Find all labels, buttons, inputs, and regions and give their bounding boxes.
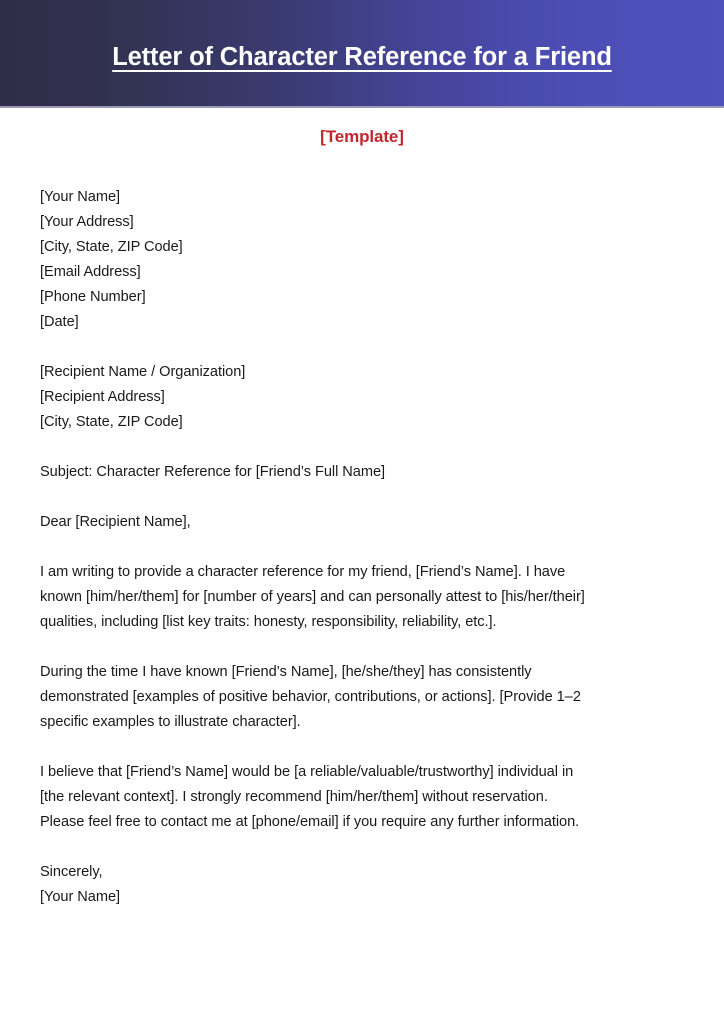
subject-line: Subject: Character Reference for [Friend’s Full Name]	[40, 464, 386, 480]
subject-block	[40, 460, 684, 485]
salutation-line: Dear [Recipient Name],	[40, 514, 191, 530]
sender-line: [Email Address]	[40, 264, 141, 280]
subtitle-container	[0, 127, 724, 147]
sender-line: [Date]	[40, 314, 79, 330]
paragraph-1	[40, 560, 684, 635]
paragraph-3	[40, 760, 684, 835]
header-banner	[0, 0, 724, 108]
sender-line: [City, State, ZIP Code]	[40, 239, 183, 255]
paragraph-2-line: demonstrated [examples of positive behavior, contributions, or actions]. [Provide 1–2	[40, 689, 581, 705]
paragraph-2-line: During the time I have known [Friend’s Name], [he/she/they] has consistently	[40, 664, 532, 680]
salutation-block	[40, 510, 684, 535]
sender-line: [Your Name]	[40, 189, 121, 205]
closing-block	[40, 860, 684, 910]
paragraph-2-line: specific examples to illustrate character].	[40, 714, 301, 730]
signature-name: [Your Name]	[40, 889, 121, 905]
sender-line: [Phone Number]	[40, 289, 146, 305]
closing-line: Sincerely,	[40, 864, 103, 880]
recipient-line: [Recipient Address]	[40, 389, 165, 405]
recipient-line: [City, State, ZIP Code]	[40, 414, 183, 430]
paragraph-1-line: I am writing to provide a character reference for my friend, [Friend’s Name]. I have	[40, 564, 566, 580]
paragraph-3-line: [the relevant context]. I strongly recommend [him/her/them] without reservation.	[40, 789, 548, 805]
paragraph-1-line: qualities, including [list key traits: honesty, responsibility, reliability, etc.].	[40, 614, 497, 630]
paragraph-3-line: I believe that [Friend’s Name] would be [a reliable/valuable/trustworthy] individual in	[40, 764, 574, 780]
page-title: Letter of Character Reference for a Friend	[112, 42, 612, 71]
template-label: [Template]	[320, 127, 404, 146]
sender-address-block	[40, 185, 684, 335]
paragraph-3-line: Please feel free to contact me at [phone/email] if you require any further information.	[40, 814, 580, 830]
paragraph-2	[40, 660, 684, 735]
recipient-address-block	[40, 360, 684, 435]
sender-line: [Your Address]	[40, 214, 134, 230]
letter-body	[0, 185, 724, 910]
paragraph-1-line: known [him/her/them] for [number of years] and can personally attest to [his/her/their]	[40, 589, 585, 605]
recipient-line: [Recipient Name / Organization]	[40, 364, 246, 380]
